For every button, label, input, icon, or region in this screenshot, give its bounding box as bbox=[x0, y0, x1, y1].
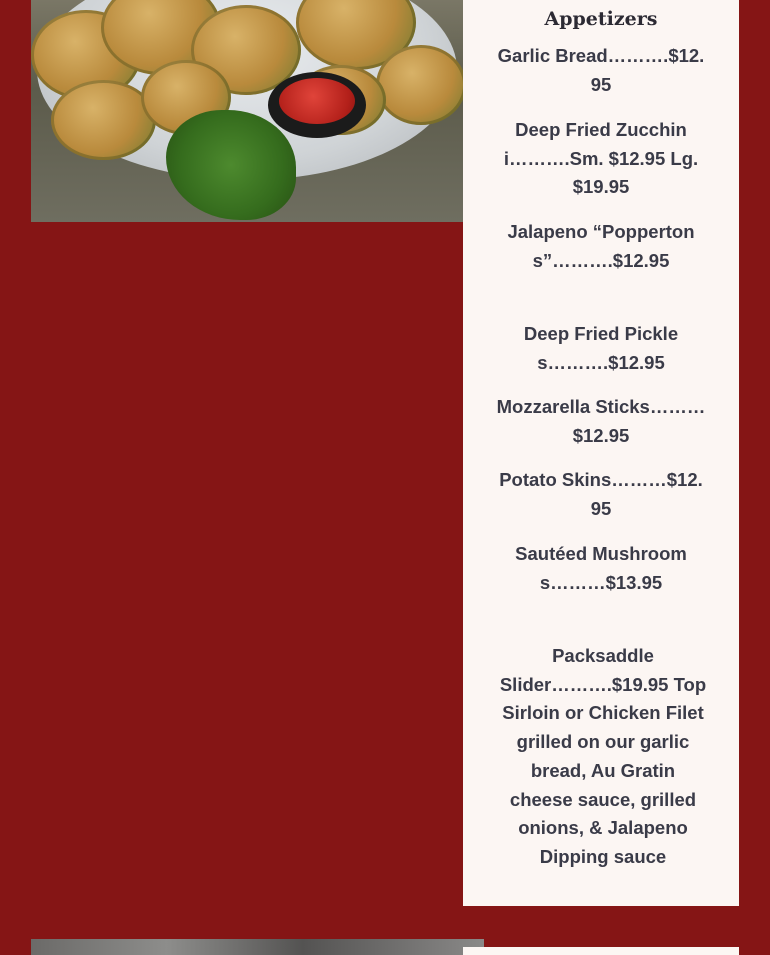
menu-item-mozzarella-sticks: Mozzarella Sticks………$12.95 bbox=[496, 396, 706, 446]
zucchini-chip bbox=[376, 45, 463, 125]
menu-item-jalapeno-poppertons: Jalapeno “Poppertons”……….$12.95 bbox=[507, 221, 695, 271]
marinara-sauce bbox=[279, 78, 355, 124]
fried-zucchini-photo bbox=[31, 0, 463, 222]
menu-item-deep-fried-pickles: Deep Fried Pickles……….$12.95 bbox=[523, 323, 679, 373]
menu-item-potato-skins: Potato Skins………$12.95 bbox=[499, 469, 703, 519]
menu-item-sauteed-mushrooms: Sautéed Mushrooms………$13.95 bbox=[515, 543, 687, 593]
food-photo bbox=[31, 939, 484, 955]
next-menu-card bbox=[463, 947, 739, 955]
menu-title: Appetizers bbox=[544, 8, 658, 30]
kale-garnish bbox=[166, 110, 296, 220]
menu-item-packsaddle-slider: Packsaddle Slider……….$19.95 Top Sirloin or Chicken Filet grilled on our garlic bread, Au Gratin cheese sauce, grilled onions, & Jalapeno Dipping sauce bbox=[499, 645, 707, 867]
menu-item-garlic-bread: Garlic Bread……….$12.95 bbox=[497, 45, 705, 95]
menu-item-deep-fried-zucchini: Deep Fried Zucchini……….Sm. $12.95 Lg. $19.95 bbox=[503, 119, 699, 198]
appetizers-menu-card bbox=[463, 0, 739, 906]
zucchini-chip bbox=[51, 80, 156, 160]
